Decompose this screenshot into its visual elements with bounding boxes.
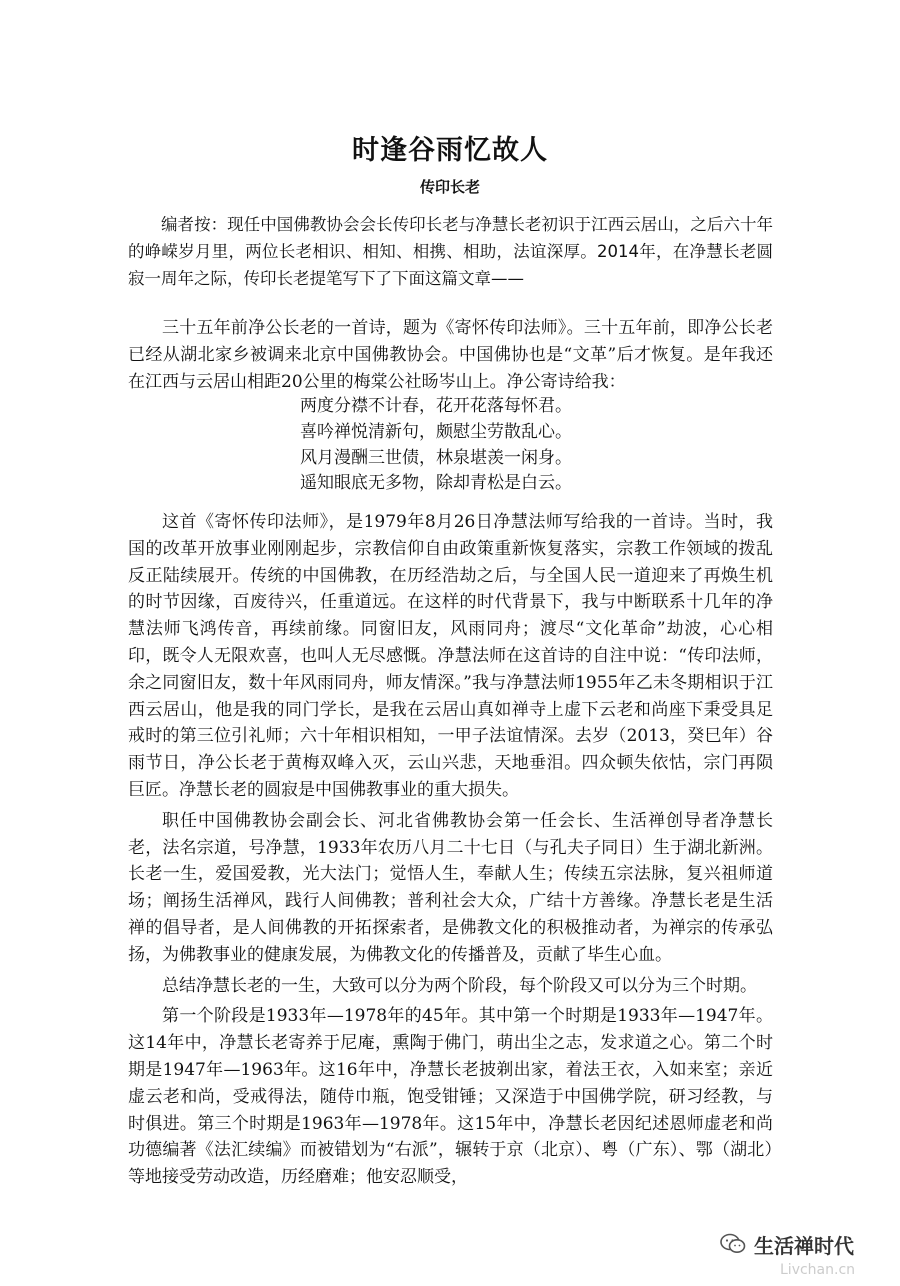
watermark-name: 生活禅时代: [754, 1233, 854, 1258]
editor-note-text: 编者按：现任中国佛教协会会长传印长老与净慧长老初识于江西云居山，之后六十年的峥嵘岁月里，两位长老相识、相知、相携、相助，法谊深厚。2014年，在净慧长老圆寂一周年之际，传印长老提笔写下了下面这篇文章——: [128, 215, 773, 288]
poem-line: 两度分襟不计春，花开花落每怀君。: [300, 396, 572, 416]
body-paragraph: 这首《寄怀传印法师》，是1979年8月26日净慧法师写给我的一首诗。当时，我国的改革开放事业刚刚起步，宗教信仰自由政策重新恢复落实，宗教工作领域的拨乱反正陆续展开。传统的中国佛教，在历经浩劫之后，与全国人民一道迎来了再焕生机的时节因缘，百废待兴，任重道远。在这样的时代背景下，我与中断联系十几年的净慧法师飞鸿传音，再续前缘。同窗旧友，风雨同舟；渡尽“文化革命”劫波，心心相印，既令人无限欢喜，也叫人无尽感慨。净慧法师在这首诗的自注中说：“传印法师，余之同窗旧友，数十年风雨同舟，师友情深。”我与净慧法师1955年乙未冬期相识于江西云居山，他是我的同门学长，是我在云居山真如禅寺上虚下云老和尚座下秉受具足戒时的第三位引礼师；六十年相识相知，一甲子法谊情深。去岁（2013，癸巳年）谷雨节日，净公长老于黄梅双峰入灭，云山兴悲，天地垂泪。四众顿失依怙，宗门再陨巨匠。净慧长老的圆寂是中国佛教事业的重大损失。: [128, 512, 773, 800]
page-title: 时逢谷雨忆故人: [352, 135, 548, 166]
intro-text: 三十五年前净公长老的一首诗，题为《寄怀传印法师》。三十五年前，即净公长老已经从湖北家乡被调来北京中国佛教协会。中国佛协也是“文革”后才恢复。是年我还在江西与云居山相距20公里的梅棠公社旸岑山上。净公寄诗给我：: [128, 318, 773, 392]
body-paragraph: 职任中国佛教协会副会长、河北省佛教协会第一任会长、生活禅创导者净慧长老，法名宗道，号净慧，1933年农历八月二十七日（与孔夫子同日）生于湖北新洲。长老一生，爱国爱教，光大法门；觉悟人生，奉献人生；传续五宗法脉，复兴祖师道场；阐扬生活禅风，践行人间佛教；普利社会大众，广结十方善缘。净慧长老是生活禅的倡导者，是人间佛教的开拓探索者，是佛教文化的积极推动者，为禅宗的传承弘扬，为佛教事业的健康发展，为佛教文化的传播普及，贡献了毕生心血。: [128, 810, 773, 965]
body-paragraph: 第一个阶段是1933年—1978年的45年。其中第一个时期是1933年—1947年。这14年中，净慧长老寄养于尼庵，熏陶于佛门，萌出尘之志，发求道之心。第二个时期是1947年—1963年。这16年中，净慧长老披剃出家，着法王衣，入如来室；亲近虚云老和尚，受戒得法，随侍巾瓶，饱受钳锤；又深造于中国佛学院，研习经教，与时俱进。第三个时期是1963年—1978年。这15年中，净慧长老因纪述恩师虚老和尚功德编著《法汇续编》而被错划为“右派”，辗转于京（北京）、粤（广东）、鄂（湖北）等地接受劳动改造，历经磨难；他安忍顺受，: [128, 1006, 773, 1188]
poem-line: 遥知眼底无多物，除却青松是白云。: [300, 473, 572, 494]
intro-paragraph: [128, 315, 773, 395]
body-paragraph: 总结净慧长老的一生，大致可以分为两个阶段，每个阶段又可以分为三个时期。: [162, 975, 757, 996]
editor-note: [128, 212, 773, 292]
poem-line: 喜吟禅悦清新句，颇慰尘劳散乱心。: [300, 421, 572, 442]
author-line: 传印长老: [419, 178, 480, 196]
poem: [300, 394, 720, 497]
poem-line: 风月漫酬三世债，林泉堪羡一闲身。: [300, 447, 572, 468]
wechat-icon: [720, 1233, 746, 1255]
body-text: [128, 509, 773, 1191]
watermark: [720, 1224, 890, 1264]
watermark-url: Livchan.cn: [780, 1262, 856, 1278]
